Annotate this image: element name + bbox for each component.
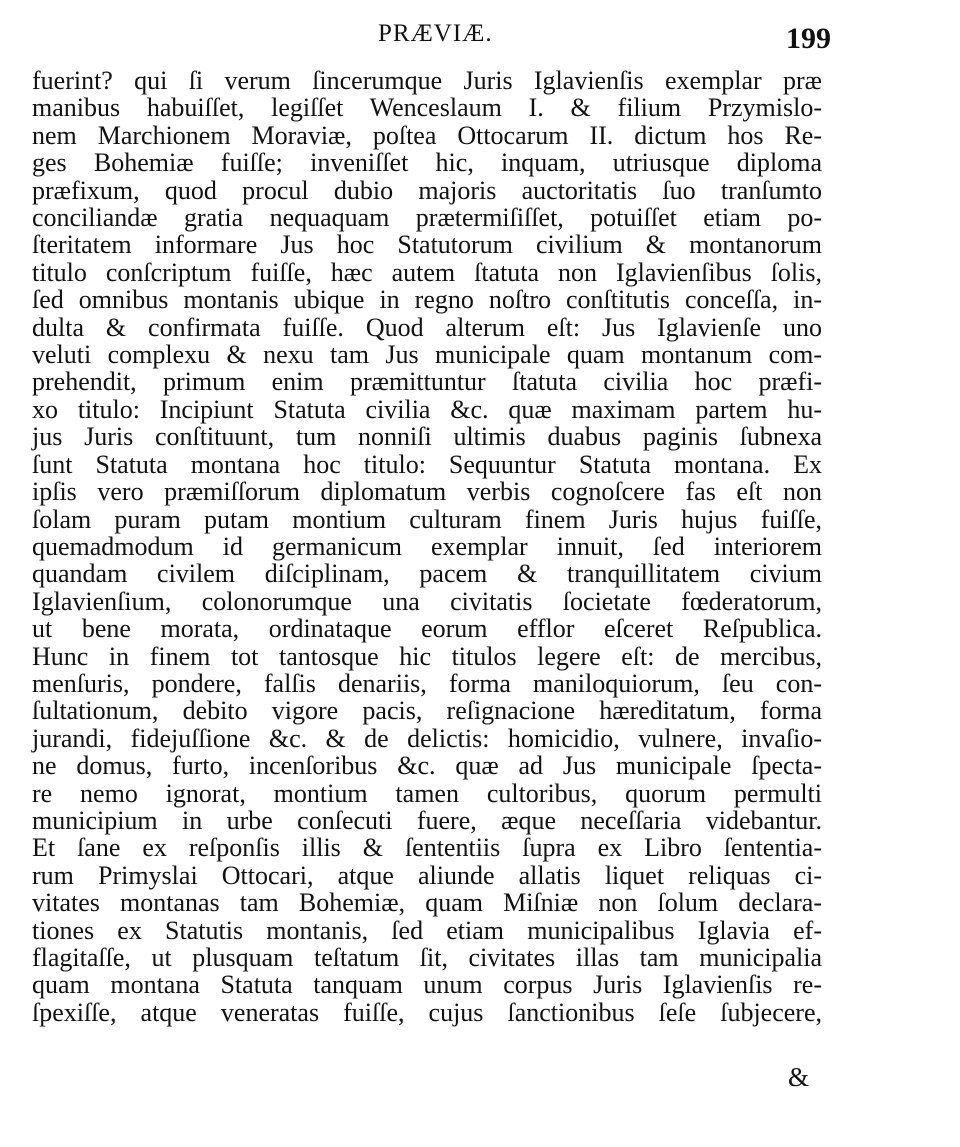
text-line: quemadmodum id germanicum exemplar innuit, ſed interiorem: [32, 531, 822, 561]
text-line: menſuris, pondere, falſis denariis, forma maniloquiorum, ſeu con-: [32, 668, 822, 698]
text-line: ſolam puram putam montium culturam finem Juris hujus fuiſſe,: [32, 504, 822, 534]
text-line: manibus habuiſſet, legiſſet Wenceslaum I. & filium Przymislo-: [32, 93, 822, 123]
text-line: dulta & confirmata fuiſſe. Quod alterum eſt: Jus Iglavienſe uno: [32, 312, 822, 342]
running-head: [0, 20, 960, 56]
text-line: jurandi, fidejuſſione &c. & de delictis: homicidio, vulnere, invaſio-: [32, 723, 822, 753]
text-line: quam montana Statuta tanquam unum corpus Juris Iglavienſis re-: [32, 970, 822, 1000]
text-line: fuerint? qui ſi verum ſincerumque Juris Iglavienſis exemplar præ: [32, 66, 822, 95]
text-line: conciliandæ gratia nequaquam prætermiſiſſet, potuiſſet etiam po-: [32, 203, 822, 233]
text-line: ſed omnibus montanis ubique in regno noſtro conſtitutis conceſſa, in-: [32, 285, 822, 315]
text-line: rum Primyslai Ottocari, atque aliunde allatis liquet reliquas ci-: [32, 860, 822, 890]
text-line: flagitaſſe, ut plusquam teſtatum ſit, civitates illas tam municipalia: [32, 943, 822, 972]
text-line: jus Juris conſtituunt, tum nonniſi ultimis duabus paginis ſubnexa: [32, 422, 822, 452]
text-line: municipium in urbe conſecuti fuere, æque neceſſaria videbantur.: [32, 805, 822, 835]
text-line: Et ſane ex reſponſis illis & ſententiis ſupra ex Libro ſententia-: [32, 833, 822, 863]
body-text: [32, 67, 822, 1026]
text-line: ſunt Statuta montana hoc titulo: Sequuntur Statuta montana. Ex: [32, 449, 822, 479]
text-line: re nemo ignorat, montium tamen cultoribus, quorum permulti: [32, 778, 822, 808]
text-line: ipſis vero præmiſſorum diplomatum verbis cognoſcere fas eſt non: [32, 477, 822, 507]
text-line: veluti complexu & nexu tam Jus municipale quam montanum com-: [32, 340, 822, 370]
text-line: ne domus, furto, incenſoribus &c. quæ ad Jus municipale ſpecta-: [32, 751, 822, 781]
text-line: Hunc in finem tot tantosque hic titulos legere eſt: de mercibus,: [32, 641, 822, 671]
text-line: ſultationum, debito vigore pacis, reſignacione hæreditatum, forma: [32, 696, 822, 726]
text-line: tiones ex Statutis montanis, ſed etiam municipalibus Iglavia ef-: [32, 915, 822, 945]
text-line: præfixum, quod procul dubio majoris auctoritatis ſuo tranſumto: [32, 175, 822, 205]
text-line: Iglavienſium, colonorumque una civitatis ſocietate fœderatorum,: [32, 586, 822, 616]
text-line: quandam civilem diſciplinam, pacem & tranquillitatem civium: [32, 559, 822, 589]
text-line: ges Bohemiæ fuiſſe; inveniſſet hic, inquam, utriusque diploma: [32, 148, 822, 178]
text-line: xo titulo: Incipiunt Statuta civilia &c. quæ maximam partem hu-: [32, 394, 822, 424]
running-title: PRÆVIÆ.: [378, 20, 493, 47]
catchword: &: [788, 1062, 810, 1092]
text-line: vitates montanas tam Bohemiæ, quam Miſniæ non ſolum declara-: [32, 888, 822, 918]
text-line: nem Marchionem Moraviæ, poſtea Ottocarum II. dictum hos Re-: [32, 120, 822, 150]
text-line: prehendit, primum enim præmittuntur ſtatuta civilia hoc præfi-: [32, 367, 822, 397]
text-line: titulo conſcriptum fuiſſe, hæc autem ſtatuta non Iglavienſibus ſolis,: [32, 257, 822, 287]
text-line: ſpexiſſe, atque veneratas fuiſſe, cujus ſanctionibus ſeſe ſubjecere,: [32, 997, 822, 1027]
text-line: ſteritatem informare Jus hoc Statutorum civilium & montanorum: [32, 230, 822, 260]
text-line: ut bene morata, ordinataque eorum efflor eſceret Reſpublica.: [32, 614, 822, 644]
page-number: 199: [786, 22, 831, 55]
